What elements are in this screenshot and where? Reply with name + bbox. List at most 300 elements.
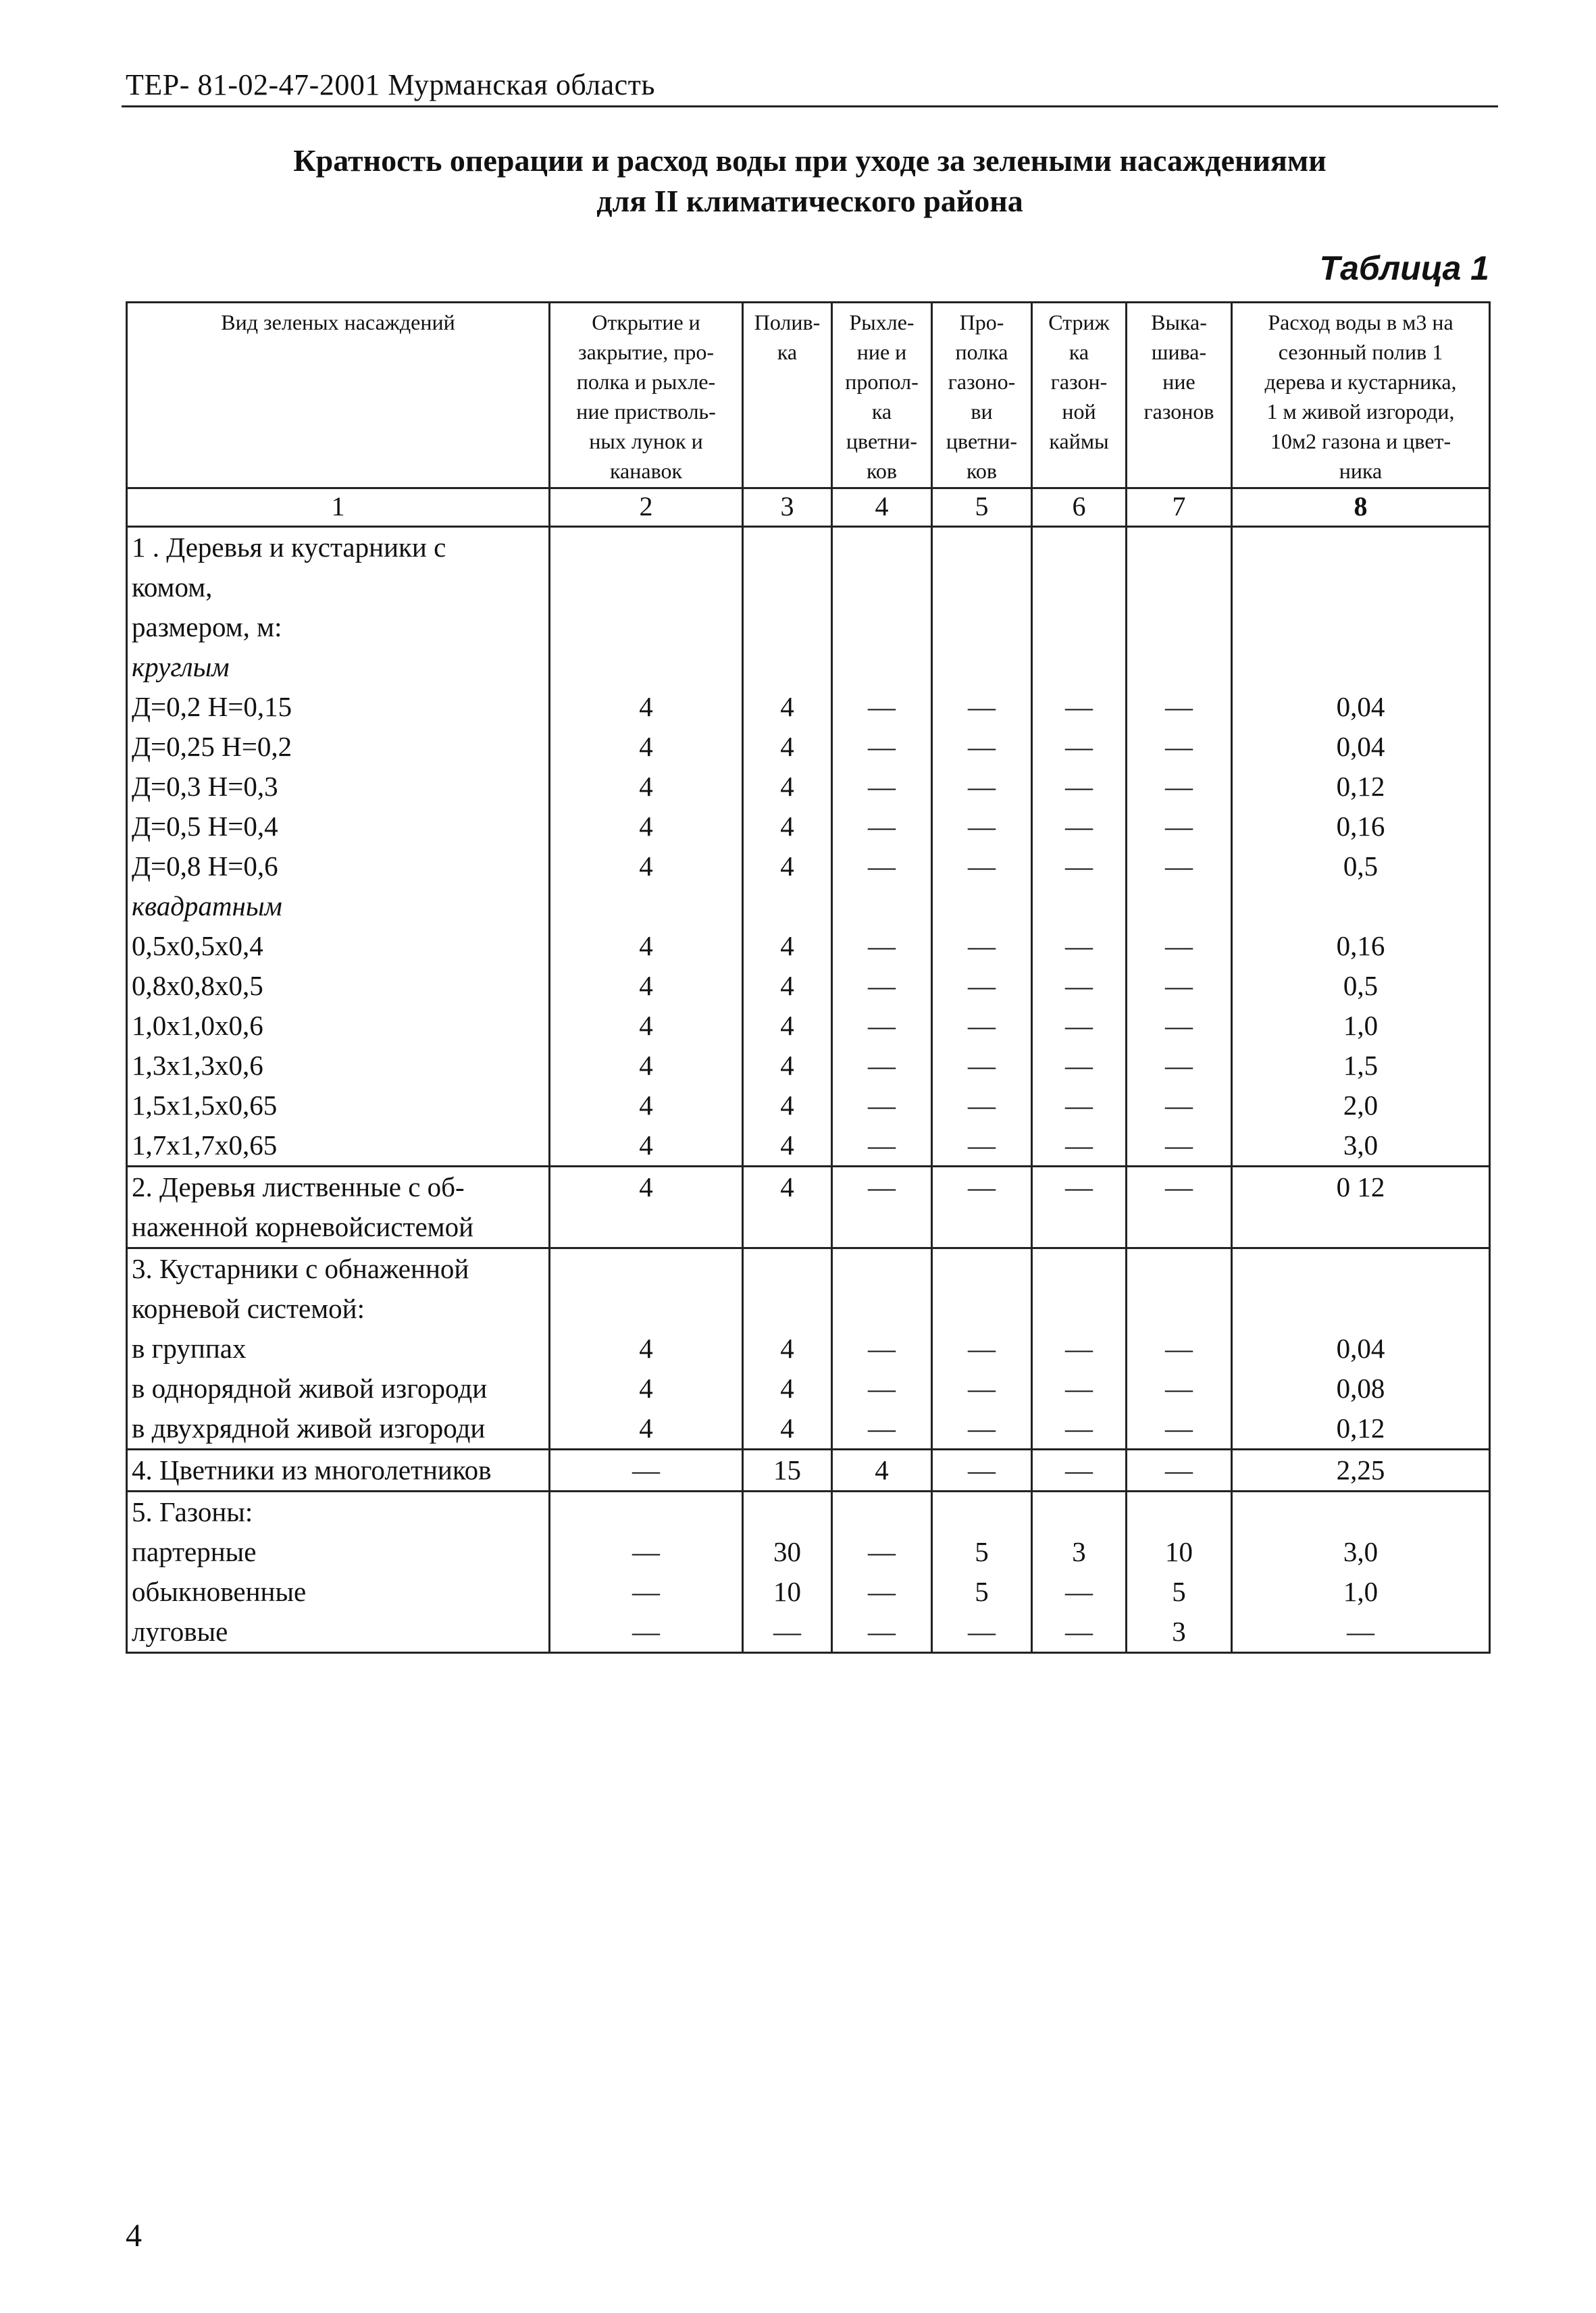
value-cell (932, 1248, 1032, 1450)
column-header-line: пропол- (845, 370, 919, 394)
cell-value: 30 (773, 1536, 801, 1567)
value-cell (832, 527, 932, 1167)
column-header-line: Про- (959, 310, 1004, 334)
cell-value: 10 (773, 1576, 801, 1607)
value-cell (1032, 527, 1127, 1167)
cell-value (550, 567, 742, 607)
row-label: 0,5x0,5x0,4 (132, 930, 263, 961)
row-label: комом, (132, 571, 213, 603)
cell-value: — (968, 970, 996, 1001)
cell-value: 0,04 (1336, 691, 1385, 722)
cell-value (550, 886, 742, 926)
cell-value: — (968, 1413, 996, 1444)
cell-value (1233, 567, 1489, 607)
column-header-line: шива- (1151, 340, 1207, 364)
row-label: в двухрядной живой изгороди (132, 1413, 486, 1444)
column-header-1 (127, 303, 550, 488)
cell-value (933, 607, 1031, 647)
column-header-line: газон- (1050, 370, 1108, 394)
value-cell (743, 1450, 832, 1492)
header-rule (122, 105, 1498, 107)
cell-value: 2,0 (1343, 1090, 1379, 1121)
cell-value: — (1065, 1171, 1093, 1202)
cell-value: — (1065, 1616, 1093, 1647)
cell-value: 4 (639, 1090, 653, 1121)
value-cell (1232, 527, 1490, 1167)
value-cell (1232, 1450, 1490, 1492)
value-cell (550, 1167, 743, 1248)
cell-value (933, 1249, 1031, 1289)
cell-value: 4 (780, 1010, 794, 1041)
cell-value: — (1165, 1373, 1193, 1404)
column-number: 2 (550, 488, 743, 527)
column-header-8 (1232, 303, 1490, 488)
row-name-cell (127, 1492, 550, 1653)
cell-value: 4 (639, 1171, 653, 1202)
row-label: Д=0,3 Н=0,3 (132, 771, 278, 802)
row-label: Д=0,5 Н=0,4 (132, 811, 278, 842)
cell-value: — (1065, 691, 1093, 722)
row-label: в однорядной живой изгороди (132, 1373, 488, 1404)
cell-value (833, 567, 931, 607)
cell-value: 5 (975, 1536, 989, 1567)
cell-value (1033, 647, 1125, 687)
column-header-line: ков (966, 459, 998, 483)
cell-value: 4 (780, 1129, 794, 1161)
cell-value (550, 528, 742, 567)
row-label: 5. Газоны: (132, 1496, 253, 1527)
cell-value (1127, 607, 1231, 647)
cell-value: — (968, 850, 996, 882)
row-label: корневой системой: (132, 1293, 365, 1324)
column-header-line: газоно- (948, 370, 1016, 394)
cell-value: — (1347, 1616, 1374, 1647)
cell-value (1127, 528, 1231, 567)
cell-value: — (968, 930, 996, 961)
cell-value: 5 (1172, 1576, 1186, 1607)
table-label: Таблица 1 (1319, 249, 1489, 287)
value-cell (743, 1492, 832, 1653)
cell-value: 4 (639, 930, 653, 961)
cell-value: — (1065, 1050, 1093, 1081)
value-cell (743, 1167, 832, 1248)
row-name-cell (127, 1248, 550, 1450)
row-label: 1,5x1,5x0,65 (132, 1090, 278, 1121)
cell-value: — (868, 691, 896, 722)
cell-value: 4 (639, 850, 653, 882)
cell-value: 4 (780, 930, 794, 961)
cell-value (1127, 886, 1231, 926)
column-header-line: ков (866, 459, 898, 483)
cell-value (1233, 607, 1489, 647)
cell-value (1127, 647, 1231, 687)
cell-value: 4 (639, 691, 653, 722)
cell-value: — (1165, 1333, 1193, 1364)
cell-value: 1,0 (1343, 1010, 1379, 1041)
cell-value (833, 1289, 931, 1329)
cell-value: — (1165, 1090, 1193, 1121)
cell-value: — (868, 970, 896, 1001)
cell-value: — (868, 1171, 896, 1202)
column-header-line: дерева и кустарника, (1264, 370, 1457, 394)
cell-value: 0,16 (1336, 811, 1385, 842)
table-group (127, 527, 1490, 1167)
cell-value: — (868, 1333, 896, 1364)
column-header-3 (743, 303, 832, 488)
cell-value: 3 (1072, 1536, 1086, 1567)
value-cell (832, 1167, 932, 1248)
cell-value (1233, 1492, 1489, 1532)
cell-value: 4 (639, 811, 653, 842)
cell-value: — (1065, 970, 1093, 1001)
value-cell (1232, 1492, 1490, 1653)
cell-value: — (868, 1576, 896, 1607)
row-label: обыкновенные (132, 1576, 307, 1607)
column-header-line: ние (1162, 370, 1195, 394)
value-cell (932, 1492, 1032, 1653)
cell-value (933, 1492, 1031, 1532)
cell-value: 0,08 (1336, 1373, 1385, 1404)
cell-value: — (1165, 811, 1193, 842)
row-label: 1,7x1,7x0,65 (132, 1129, 278, 1161)
cell-value (933, 647, 1031, 687)
column-header-line: ние и (856, 340, 907, 364)
cell-value (550, 1207, 742, 1247)
value-cell (1127, 1450, 1232, 1492)
cell-value (1127, 1207, 1231, 1247)
cell-value: 4 (780, 691, 794, 722)
cell-value: — (868, 1050, 896, 1081)
table-group (127, 1450, 1490, 1492)
cell-value: 4 (780, 970, 794, 1001)
cell-value: — (868, 1536, 896, 1567)
cell-value (744, 1289, 831, 1329)
cell-value (1033, 1207, 1125, 1247)
cell-value (833, 528, 931, 567)
cell-value: — (968, 771, 996, 802)
cell-value: 3 (1172, 1616, 1186, 1647)
row-label: Д=0,8 Н=0,6 (132, 850, 278, 882)
table-group (127, 1248, 1490, 1450)
cell-value (1033, 1492, 1125, 1532)
cell-value: 4 (780, 731, 794, 762)
row-label: 1,0x1,0x0,6 (132, 1010, 263, 1041)
cell-value (833, 886, 931, 926)
cell-value (833, 1492, 931, 1532)
column-header-line: ка (871, 399, 892, 424)
column-number: 8 (1232, 488, 1490, 527)
cell-value: — (1165, 850, 1193, 882)
cell-value (1033, 886, 1125, 926)
cell-value: — (1165, 930, 1193, 961)
cell-value: 0,5 (1343, 970, 1379, 1001)
cell-value (1127, 1492, 1231, 1532)
cell-value: — (868, 771, 896, 802)
cell-value: 4 (780, 1413, 794, 1444)
cell-value: 4 (639, 1050, 653, 1081)
column-number: 6 (1032, 488, 1127, 527)
value-cell (1032, 1167, 1127, 1248)
cell-value (1233, 1289, 1489, 1329)
cell-value: — (1165, 1454, 1193, 1485)
cell-value: — (1065, 731, 1093, 762)
cell-value (1233, 528, 1489, 567)
column-header-line: ника (1339, 459, 1383, 483)
cell-value (1033, 528, 1125, 567)
cell-value: 2,25 (1336, 1454, 1385, 1485)
row-label: 0,8x0,8x0,5 (132, 970, 263, 1001)
value-cell (832, 1248, 932, 1450)
cell-value: — (1065, 1454, 1093, 1485)
cell-value: 0,16 (1336, 930, 1385, 961)
cell-value: 4 (780, 850, 794, 882)
row-label: размером, м: (132, 611, 282, 642)
cell-value: — (968, 1373, 996, 1404)
document-header: ТЕР- 81-02-47-2001 Мурманская область (126, 68, 655, 101)
cell-value: — (632, 1576, 660, 1607)
row-name-cell (127, 1167, 550, 1248)
cell-value: — (968, 1050, 996, 1081)
cell-value: — (968, 1171, 996, 1202)
cell-value (1033, 607, 1125, 647)
column-header-line: 10м2 газона и цвет- (1270, 429, 1451, 453)
cell-value (1033, 1289, 1125, 1329)
column-header-line: ной (1062, 399, 1096, 424)
cell-value (833, 1207, 931, 1247)
column-header-line: ка (777, 340, 798, 364)
value-cell (1032, 1492, 1127, 1653)
column-header-5 (932, 303, 1032, 488)
cell-value (1127, 1249, 1231, 1289)
value-cell (550, 1450, 743, 1492)
column-number: 7 (1127, 488, 1232, 527)
value-cell (550, 1248, 743, 1450)
cell-value (1127, 1289, 1231, 1329)
row-label: луговые (132, 1616, 228, 1647)
cell-value (744, 1492, 831, 1532)
value-cell (743, 527, 832, 1167)
column-header-2 (550, 303, 743, 488)
cell-value: 4 (780, 1171, 794, 1202)
page-number: 4 (126, 2218, 142, 2254)
cell-value: — (1065, 811, 1093, 842)
cell-value (550, 647, 742, 687)
cell-value: 1,0 (1343, 1576, 1379, 1607)
cell-value: — (868, 1616, 896, 1647)
cell-value: — (632, 1454, 660, 1485)
cell-value: — (868, 1413, 896, 1444)
table-header-row (127, 303, 1490, 488)
value-cell (1232, 1167, 1490, 1248)
cell-value: — (773, 1616, 801, 1647)
cell-value: — (968, 1616, 996, 1647)
column-header-line: каймы (1049, 429, 1109, 453)
value-cell (1127, 1167, 1232, 1248)
cell-value (550, 607, 742, 647)
cell-value: 4 (780, 1050, 794, 1081)
cell-value: 4 (780, 1333, 794, 1364)
cell-value: — (968, 1010, 996, 1041)
value-cell (550, 1492, 743, 1653)
cell-value: — (968, 1333, 996, 1364)
cell-value (744, 607, 831, 647)
cell-value (550, 1289, 742, 1329)
cell-value: 0,12 (1336, 1413, 1385, 1444)
cell-value: 4 (780, 1373, 794, 1404)
column-header-line: Открытие и (592, 310, 700, 334)
cell-value: — (968, 691, 996, 722)
cell-value: — (868, 850, 896, 882)
cell-value: 3,0 (1343, 1129, 1379, 1161)
column-header-line: закрытие, про- (578, 340, 714, 364)
cell-value: — (632, 1616, 660, 1647)
cell-value (550, 1249, 742, 1289)
column-number: 3 (743, 488, 832, 527)
cell-value (1233, 886, 1489, 926)
column-number: 1 (127, 488, 550, 527)
cell-value: 4 (639, 1333, 653, 1364)
cell-value: — (968, 1090, 996, 1121)
cell-value (1233, 1207, 1489, 1247)
column-header-line: цветни- (846, 429, 918, 453)
cell-value: 4 (639, 970, 653, 1001)
cell-value: — (868, 1010, 896, 1041)
cell-value (744, 647, 831, 687)
cell-value: 0,5 (1343, 850, 1379, 882)
table-title (122, 141, 1498, 222)
column-header-line: Вид зеленых насаждений (221, 310, 455, 334)
row-label: в группах (132, 1333, 247, 1364)
row-label: Д=0,25 Н=0,2 (132, 731, 292, 762)
row-label: 4. Цветники из многолетников (132, 1454, 492, 1485)
cell-value (833, 1249, 931, 1289)
cell-value: 4 (639, 1129, 653, 1161)
cell-value: 4 (639, 1373, 653, 1404)
cell-value: — (1065, 850, 1093, 882)
cell-value: — (1165, 731, 1193, 762)
value-cell (932, 1450, 1032, 1492)
cell-value: — (1165, 1129, 1193, 1161)
cell-value: 1,5 (1343, 1050, 1379, 1081)
cell-value (933, 1207, 1031, 1247)
cell-value (933, 1289, 1031, 1329)
cell-value (933, 567, 1031, 607)
cell-value (1033, 1249, 1125, 1289)
cell-value: 0,12 (1336, 771, 1385, 802)
value-cell (932, 527, 1032, 1167)
cell-value: — (1165, 771, 1193, 802)
cell-value (550, 1492, 742, 1532)
column-header-7 (1127, 303, 1232, 488)
row-label: партерные (132, 1536, 257, 1567)
column-header-line: Стриж (1048, 310, 1110, 334)
cell-value: 10 (1165, 1536, 1193, 1567)
cell-value: — (1065, 1090, 1093, 1121)
value-cell (743, 1248, 832, 1450)
column-number: 5 (932, 488, 1032, 527)
value-cell (932, 1167, 1032, 1248)
cell-value: — (868, 1090, 896, 1121)
cell-value (933, 886, 1031, 926)
cell-value: — (868, 811, 896, 842)
value-cell (1127, 1492, 1232, 1653)
row-label: 1,3x1,3x0,6 (132, 1050, 263, 1081)
cell-value: 4 (780, 771, 794, 802)
value-cell (1032, 1450, 1127, 1492)
column-header-line: газонов (1143, 399, 1214, 424)
cell-value: — (1065, 1129, 1093, 1161)
cell-value: — (968, 1129, 996, 1161)
cell-value: — (1165, 1413, 1193, 1444)
column-number: 4 (832, 488, 932, 527)
column-header-line: ние пристволь- (576, 399, 716, 424)
column-header-line: Полив- (754, 310, 821, 334)
column-header-line: Рыхле- (849, 310, 915, 334)
cell-value: — (1065, 1333, 1093, 1364)
cell-value: — (1065, 930, 1093, 961)
cell-value: — (1065, 771, 1093, 802)
column-header-line: сезонный полив 1 (1278, 340, 1443, 364)
cell-value: — (1065, 1373, 1093, 1404)
cell-value: — (968, 731, 996, 762)
column-header-line: полка и рыхле- (576, 370, 716, 394)
cell-value: — (1165, 1171, 1193, 1202)
cell-value (1233, 647, 1489, 687)
column-header-line: ви (971, 399, 993, 424)
cell-value (744, 567, 831, 607)
value-cell (1127, 1248, 1232, 1450)
row-label: Д=0,2 Н=0,15 (132, 691, 292, 722)
cell-value: 4 (639, 731, 653, 762)
cell-value: — (868, 1373, 896, 1404)
value-cell (1127, 527, 1232, 1167)
cell-value: — (968, 811, 996, 842)
column-header-line: канавок (609, 459, 683, 483)
table-group (127, 1167, 1490, 1248)
row-label: круглым (132, 651, 230, 682)
cell-value: — (1065, 1010, 1093, 1041)
value-cell (1032, 1248, 1127, 1450)
row-name-cell (127, 1450, 550, 1492)
cell-value: 4 (780, 1090, 794, 1121)
row-label: квадратным (132, 890, 282, 921)
value-cell (550, 527, 743, 1167)
column-header-line: 1 м живой изгороди, (1266, 399, 1455, 424)
column-header-line: Выка- (1151, 310, 1207, 334)
cell-value: — (868, 1129, 896, 1161)
cell-value: 4 (639, 1010, 653, 1041)
cell-value (1127, 567, 1231, 607)
column-header-line: полка (955, 340, 1008, 364)
value-cell (832, 1492, 932, 1653)
cell-value: 3,0 (1343, 1536, 1379, 1567)
title-line-1: Кратность операции и расход воды при уходе за зелеными насаждениями (293, 143, 1327, 178)
cell-value: 4 (639, 771, 653, 802)
row-label: наженной корневойсистемой (132, 1211, 474, 1242)
cell-value (744, 1249, 831, 1289)
cell-value: — (868, 731, 896, 762)
cell-value (1033, 567, 1125, 607)
value-cell (832, 1450, 932, 1492)
cell-value: — (868, 930, 896, 961)
column-header-line: ка (1069, 340, 1089, 364)
row-label: 3. Кустарники с обнаженной (132, 1253, 469, 1284)
cell-value (833, 607, 931, 647)
cell-value: 0 12 (1336, 1171, 1385, 1202)
cell-value (933, 528, 1031, 567)
column-header-4 (832, 303, 932, 488)
cell-value: 4 (875, 1454, 889, 1485)
